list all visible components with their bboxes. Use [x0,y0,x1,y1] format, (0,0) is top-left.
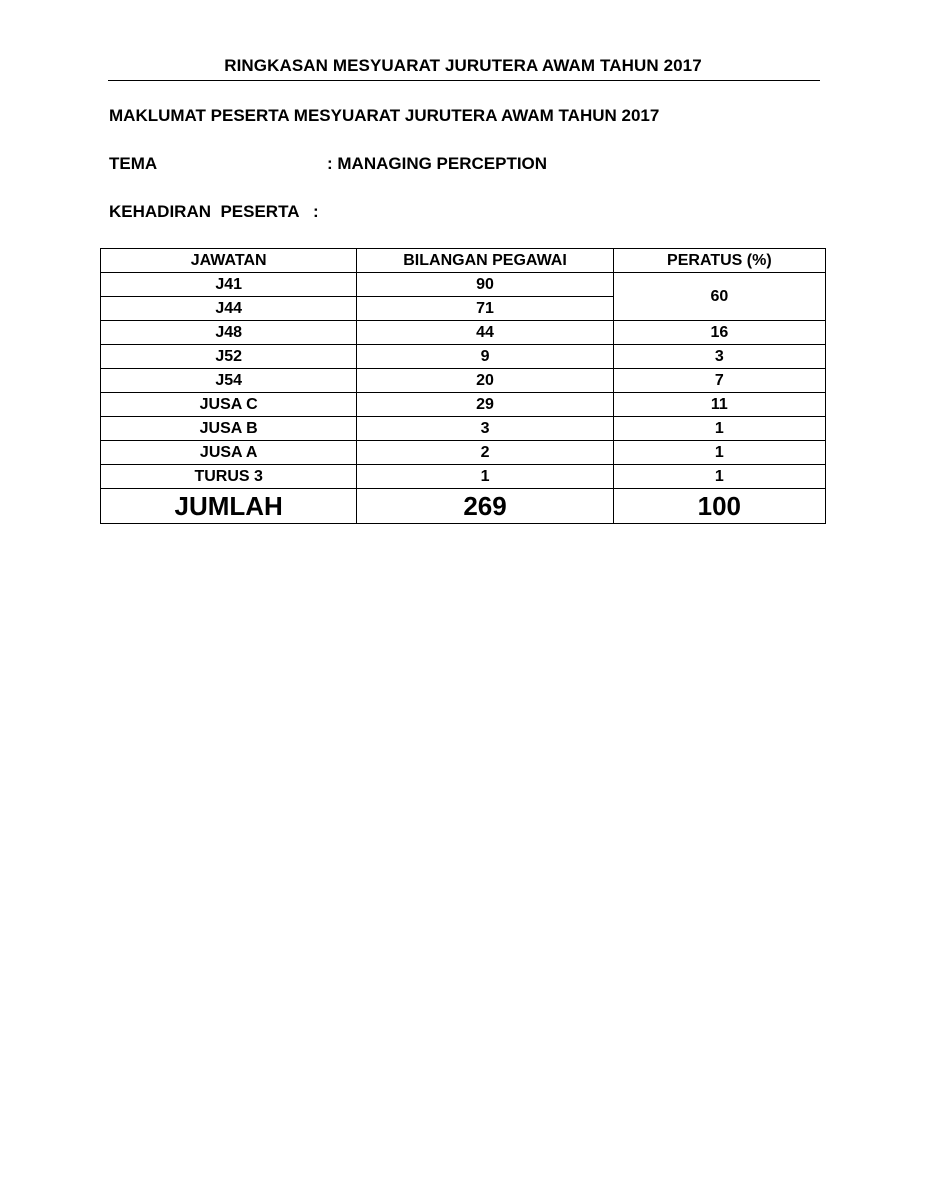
cell-peratus: 11 [613,393,825,417]
cell-jawatan: JUSA C [101,393,357,417]
table-row [101,417,826,441]
cell-peratus: 3 [613,345,825,369]
cell-jawatan: J41 [101,273,357,297]
total-peratus: 100 [613,489,825,524]
cell-bilangan: 1 [357,465,613,489]
participants-table [100,248,826,524]
cell-bilangan: 3 [357,417,613,441]
cell-jawatan: J52 [101,345,357,369]
table-row [101,393,826,417]
total-label: JUMLAH [101,489,357,524]
tema-value: : MANAGING PERCEPTION [327,154,548,173]
cell-peratus: 1 [613,441,825,465]
tema-label: TEMA [109,154,158,173]
cell-peratus: 7 [613,369,825,393]
table-total-row [101,489,826,524]
cell-bilangan: 44 [357,321,613,345]
column-header-bilangan: BILANGAN PEGAWAI [357,249,613,273]
cell-jawatan: TURUS 3 [101,465,357,489]
header-divider [108,80,820,81]
total-bilangan: 269 [357,489,613,524]
cell-peratus: 1 [613,465,825,489]
table-row [101,345,826,369]
kehadiran-label: KEHADIRAN PESERTA : [109,202,319,221]
column-header-peratus: PERATUS (%) [613,249,825,273]
table-row [101,441,826,465]
cell-peratus: 16 [613,321,825,345]
cell-bilangan: 71 [357,297,613,321]
cell-jawatan: J54 [101,369,357,393]
cell-jawatan: J44 [101,297,357,321]
cell-peratus: 1 [613,417,825,441]
page-title: RINGKASAN MESYUARAT JURUTERA AWAM TAHUN 2017 [224,56,702,75]
cell-bilangan: 29 [357,393,613,417]
cell-bilangan: 20 [357,369,613,393]
cell-peratus-merged: 60 [613,273,825,321]
table-row [101,465,826,489]
section-title: MAKLUMAT PESERTA MESYUARAT JURUTERA AWAM TAHUN 2017 [109,106,660,125]
cell-jawatan: J48 [101,321,357,345]
column-header-jawatan: JAWATAN [101,249,357,273]
table-header-row [101,249,826,273]
table-row [101,273,826,297]
cell-bilangan: 2 [357,441,613,465]
cell-bilangan: 90 [357,273,613,297]
table-row [101,369,826,393]
table-row [101,321,826,345]
cell-jawatan: JUSA B [101,417,357,441]
cell-jawatan: JUSA A [101,441,357,465]
cell-bilangan: 9 [357,345,613,369]
